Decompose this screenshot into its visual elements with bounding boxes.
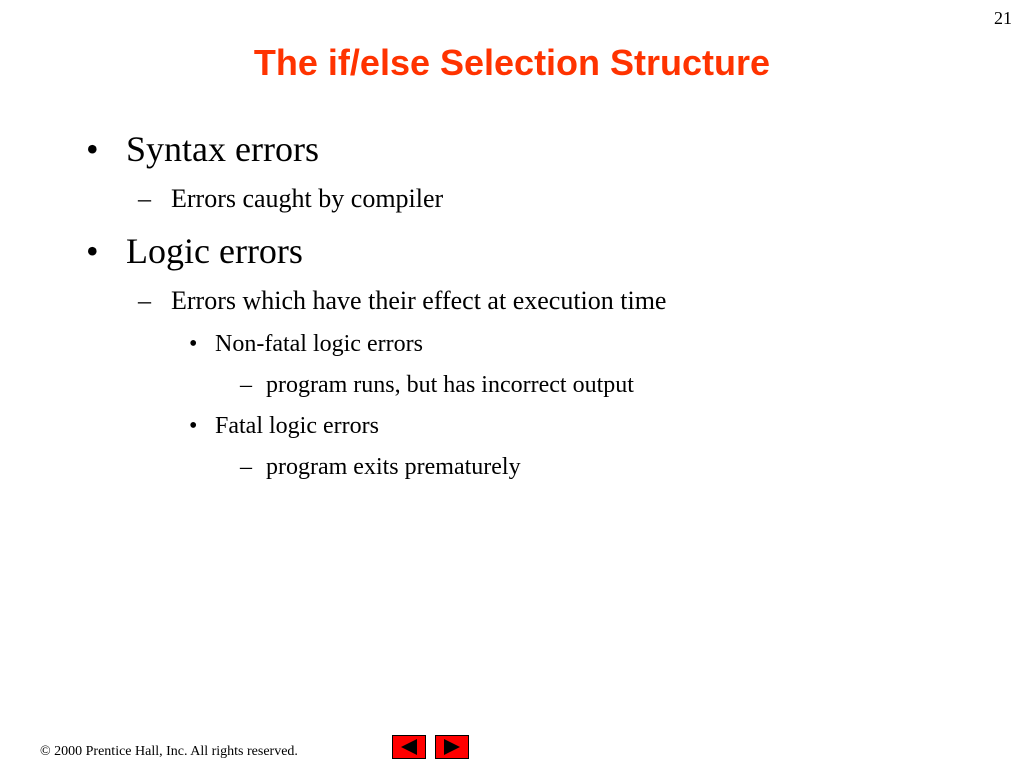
bullet-syntax-errors	[86, 128, 319, 170]
bullet-text: Errors caught by compiler	[171, 184, 444, 213]
dash-marker: –	[138, 184, 151, 213]
bullet-marker: •	[189, 413, 198, 439]
bullet-text: Errors which have their effect at execution time	[171, 286, 667, 315]
bullet-marker: •	[86, 129, 99, 169]
bullet-marker: •	[189, 331, 198, 357]
left-arrow-icon	[401, 739, 417, 755]
bullet-text: Fatal logic errors	[215, 413, 379, 439]
previous-slide-button[interactable]	[392, 735, 426, 759]
sub-bullet-execution-time	[138, 286, 666, 316]
sub-bullet-errors-caught	[138, 184, 443, 214]
right-arrow-icon	[444, 739, 460, 755]
sub-sub-bullet-fatal	[189, 413, 379, 440]
copyright-footer: © 2000 Prentice Hall, Inc. All rights reserved.	[40, 744, 298, 759]
bullet-marker: •	[86, 231, 99, 271]
bullet-logic-errors	[86, 230, 303, 272]
level4-exits-prematurely	[240, 454, 521, 481]
bullet-text: Non-fatal logic errors	[215, 331, 423, 357]
sub-sub-bullet-non-fatal	[189, 331, 423, 358]
bullet-text: Logic errors	[126, 231, 303, 271]
bullet-text: Syntax errors	[126, 129, 319, 169]
dash-marker: –	[240, 454, 252, 480]
page-number: 21	[994, 8, 1012, 28]
level4-incorrect-output	[240, 372, 634, 399]
bullet-text: program exits prematurely	[266, 454, 521, 480]
dash-marker: –	[138, 286, 151, 315]
dash-marker: –	[240, 372, 252, 398]
next-slide-button[interactable]	[435, 735, 469, 759]
slide-title: The if/else Selection Structure	[253, 42, 771, 83]
bullet-text: program runs, but has incorrect output	[266, 372, 634, 398]
